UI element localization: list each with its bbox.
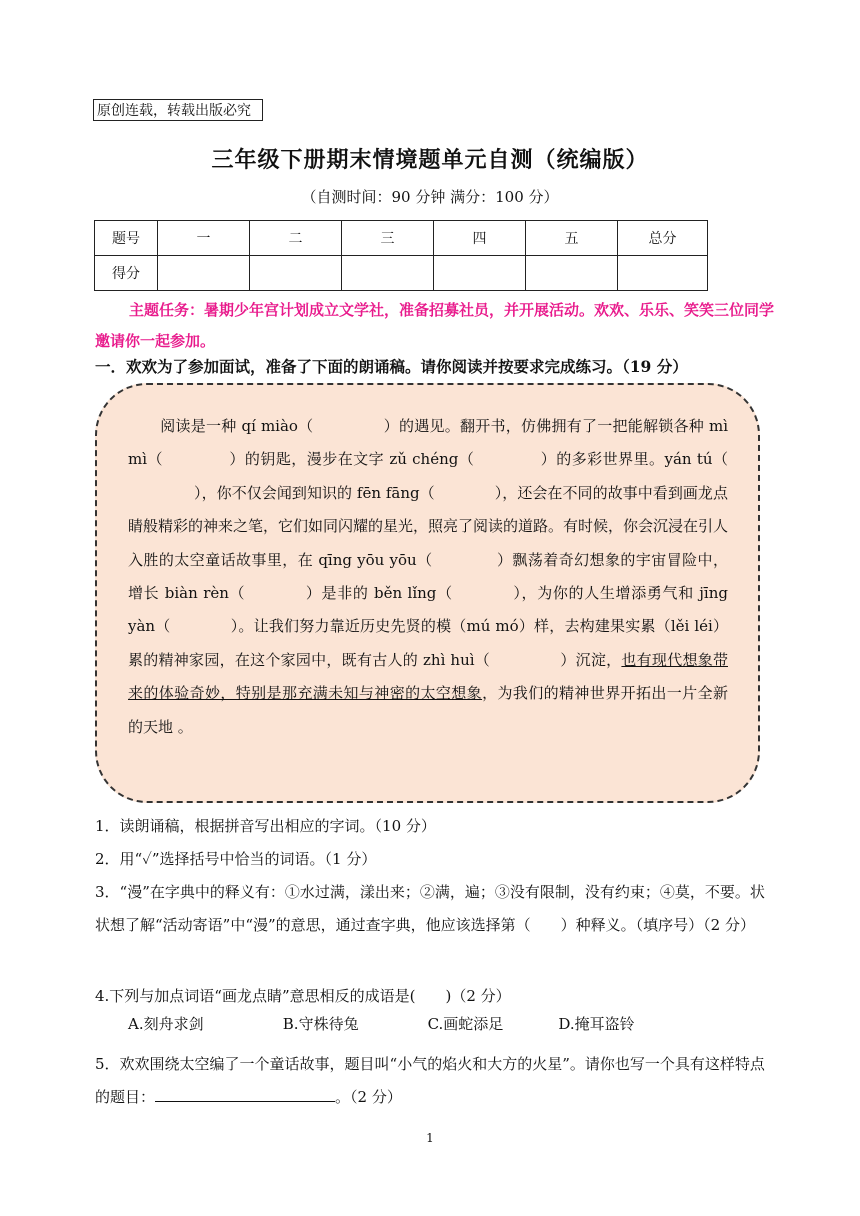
score-cell: 三 xyxy=(342,221,434,256)
question-5-text: 5．欢欢围绕太空编了一个童话故事，题目叫“小气的焰火和大方的火星”。请你也写一个具有这样特点的题目： xyxy=(95,1055,765,1106)
passage-text: ）。让我们努力靠近历史先贤的模（mú mó）样，去构建果实累（lěi léi）累的精神家园，在这个家园中，既有古人的 zhì huì（ xyxy=(128,617,729,669)
score-blank-cell[interactable] xyxy=(434,256,526,291)
reading-passage xyxy=(128,410,728,744)
score-cell: 题号 xyxy=(95,221,158,256)
score-blank-cell[interactable] xyxy=(250,256,342,291)
passage-text: ）飘荡着奇幻想象的宇宙冒险中，增长 biàn rèn（ xyxy=(128,550,728,603)
passage-text: ）沉淀， xyxy=(560,650,622,669)
score-cell: 得分 xyxy=(95,256,158,291)
score-cell: 五 xyxy=(526,221,618,256)
score-table-score-row xyxy=(95,256,708,291)
option-b[interactable]: B.守株待兔 xyxy=(282,1015,359,1033)
page-title: 三年级下册期末情境题单元自测（统编版） xyxy=(211,147,649,173)
copyright-stamp: 原创连载，转载出版必究 xyxy=(93,99,263,121)
question-4: 4.下列与加点词语“画龙点睛”意思相反的成语是( )（2 分） xyxy=(95,987,511,1005)
score-cell: 四 xyxy=(434,221,526,256)
score-cell: 总分 xyxy=(618,221,708,256)
question-1: 1．读朗诵稿，根据拼音写出相应的字词。（10 分） xyxy=(95,817,436,835)
theme-task: 主题任务：暑期少年宫计划成立文学社，准备招募社员，并开展活动。欢欢、乐乐、笑笑三位同学邀请你一起参加。 xyxy=(95,301,775,350)
passage-text: ）的遇见。翻开书，仿佛拥有了一把能解锁各种 mì mì（ xyxy=(128,417,728,469)
option-c[interactable]: C.画蛇添足 xyxy=(427,1015,504,1033)
question-2: 2．用“✓”选择括号中恰当的词语。（1 分） xyxy=(95,850,377,868)
question-5-points: 。（2 分） xyxy=(335,1088,402,1106)
question-4-options xyxy=(128,1013,635,1034)
passage-text: ，为我们的精神世界开拓出一片全新的天地 。 xyxy=(128,684,728,736)
passage-text: ），你不仅会闻到知识的 fēn fāng（ xyxy=(194,483,435,502)
score-cell: 二 xyxy=(250,221,342,256)
question-3: 3．“漫”在字典中的释义有：①水过满，漾出来；②满，遍；③没有限制，没有约束；④莫，不要。状状想了解“活动寄语”中“漫”的意思，通过查字典，他应该选择第（ ）种释义。（填序号）（2 分） xyxy=(95,883,765,934)
score-blank-cell[interactable] xyxy=(618,256,708,291)
passage-text: ），还会在不同的故事中看到画龙点睛般精彩的神来之笔，它们如同闪耀的星光，照亮了阅读的道路。有时候，你会沉浸在引人入胜的太空童话故事里，在 qīng yōu yōu（ xyxy=(128,483,729,569)
passage-text: ）的钥匙，漫步在文字 zǔ chéng（ xyxy=(228,450,475,469)
passage-text: ）是非的 běn lǐng（ xyxy=(305,584,453,603)
score-table-header-row xyxy=(95,221,708,256)
score-blank-cell[interactable] xyxy=(526,256,618,291)
question-5 xyxy=(95,1048,775,1114)
score-blank-cell[interactable] xyxy=(158,256,250,291)
passage-text: ）的多彩世界里。yán tú（ xyxy=(540,450,728,469)
score-cell: 一 xyxy=(158,221,250,256)
page-subtitle: （自测时间：90 分钟 满分：100 分） xyxy=(301,188,559,206)
passage-text: ），为你的人生增添勇气和 jīng yàn（ xyxy=(128,584,728,636)
answer-line[interactable] xyxy=(155,1085,335,1102)
section-one-heading: 一．欢欢为了参加面试，准备了下面的朗诵稿。请你阅读并按要求完成练习。（19 分） xyxy=(95,357,688,376)
option-a[interactable]: A.刻舟求剑 xyxy=(128,1015,204,1033)
underlined-sentence: 也有现代想象带来的体验奇妙，特别是那充满未知与神密的太空想象 xyxy=(128,650,728,703)
option-d[interactable]: D.掩耳盗铃 xyxy=(558,1015,635,1033)
score-table xyxy=(94,220,708,291)
score-blank-cell[interactable] xyxy=(342,256,434,291)
passage-text: 阅读是一种 qí miào（ xyxy=(160,417,314,435)
page-number: 1 xyxy=(426,1131,434,1145)
